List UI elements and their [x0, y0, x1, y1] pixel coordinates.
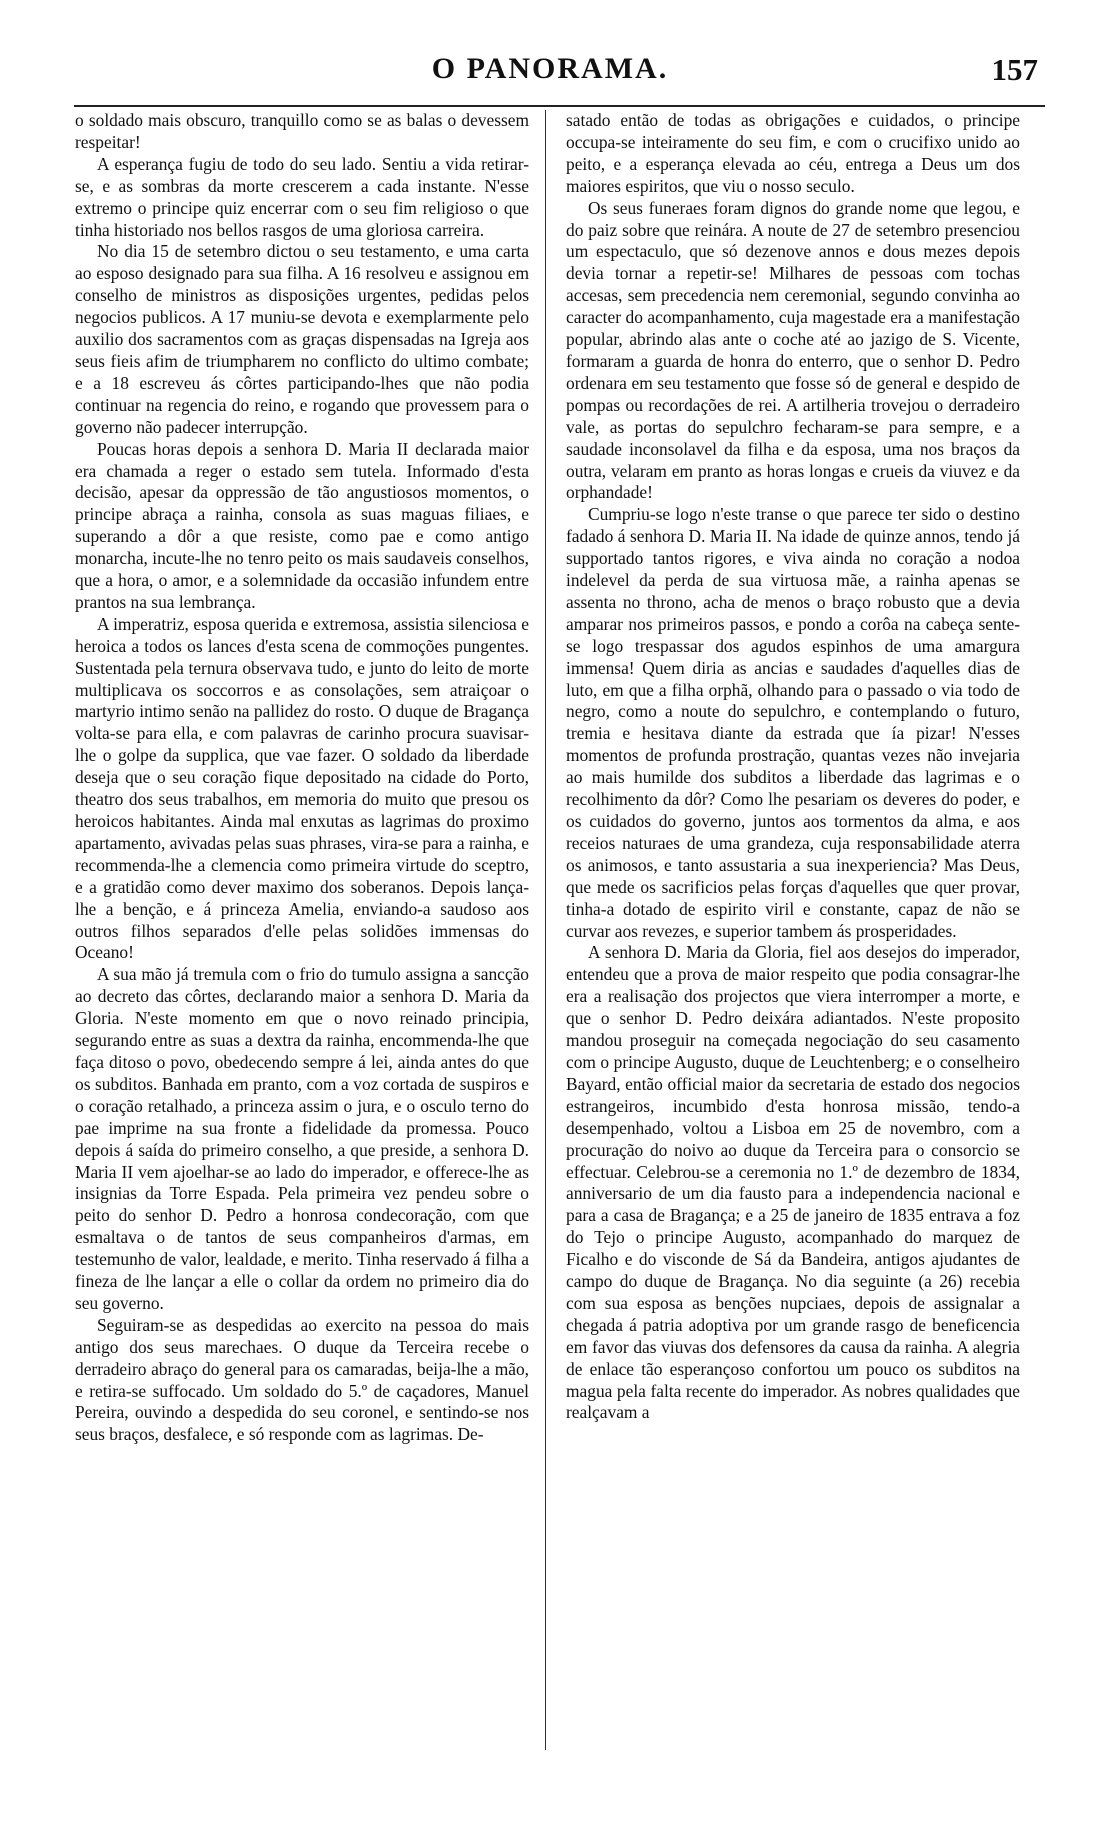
paragraph: A esperança fugiu de todo do seu lado. Sentiu a vida retirar-se, e as sombras da morte crescerem a cada instante. N'esse extremo o principe quiz encerrar com o seu fim religioso o que tinha historiado nos bellos rasgos de uma gloriosa carreira.	[75, 153, 529, 240]
paragraph: o soldado mais obscuro, tranquillo como se as balas o devessem respeitar!	[75, 110, 529, 152]
paragraph: Cumpriu-se logo n'este transe o que parece ter sido o destino fadado á senhora D. Maria II. Na idade de quinze annos, tendo já supportado tantos rigores, e viva ainda no coração a nodoa indelevel da perda de sua virtuosa mãe, a rainha apenas se assenta no throno, acha de menos o braço robusto que a devia amparar nos primeiros passos, e pondo a corôa na cabeça sente-se logo trespassar dos agudos espinhos de uma amargura immensa! Quem diria as ancias e saudades d'aquelles dias de luto, em que a filha orphã, olhando para o passado o via todo de negro, como a noute do sepulchro, e contemplando o futuro, tremia e hesitava diante da estrada que ía pizar! N'esses momentos de profunda prostração, quantas vezes não invejaria ao mais humilde dos subditos a liberdade das lagrimas e o recolhimento da dôr? Como lhe pesariam os deveres do poder, e os cuidados do governo, juntos aos tormentos da alma, e aos receios naturaes de uma grandeza, cuja responsabilidade aterra os animosos, e tanto assustaria a sua inexperiencia? Mas Deus, que mede os sacrificios pelas forças d'aquelles que quer provar, tinha-a dotado de espirito viril e constante, capaz de não se curvar aos revezes, e superior tambem ás prosperidades.	[566, 504, 1020, 941]
paragraph: A sua mão já tremula com o frio do tumulo assigna a sancção ao decreto das côrtes, declarando maior a senhora D. Maria da Gloria. N'este momento em que o novo reinado principia, segurando entre as suas a dextra da rainha, encommenda-lhe que faça ditoso o povo, obedecendo sempre á lei, ainda antes do que os subditos. Banhada em pranto, com a voz cortada de suspiros e o coração retalhado, a princeza assim o jura, e o osculo terno do pae imprime na sua fronte a fidelidade da promessa. Pouco depois á saída do primeiro conselho, a que preside, a senhora D. Maria II vem ajoelhar-se ao lado do imperador, e offerece-lhe as insignias da Torre Espada. Pela primeira vez pendeu sobre o peito do senhor D. Pedro a honrosa condecoração, com que esmaltava o de tantos de seus companheiros d'armas, em testemunho de valor, lealdade, e merito. Tinha reservado á filha a fineza de lhe lançar a elle o collar da ordem no primeiro dia do seu governo.	[75, 964, 529, 1313]
page-header	[62, 52, 1038, 98]
column-divider	[545, 110, 546, 1750]
page-title: O PANORAMA.	[431, 52, 669, 85]
page-number: 157	[991, 52, 1038, 87]
right-column	[566, 110, 1020, 1424]
paragraph: No dia 15 de setembro dictou o seu testamento, e uma carta ao esposo designado para sua filha. A 16 resolveu e assignou em conselho de ministros as disposições urgentes, pedidas pelos negocios publicos. A 17 muniu-se devota e exemplarmente pelo auxilio dos sacramentos com as graças dispensadas na Igreja aos seus fieis afim de triumpharem no conflicto do ultimo combate; e a 18 escreveu ás côrtes participando-lhes que não podia continuar na regencia do reino, e rogando que provessem para o governo não padecer interrupção.	[75, 241, 529, 437]
paragraph: Os seus funeraes foram dignos do grande nome que legou, e do paiz sobre que reinára. A noute de 27 de setembro presenciou um espectaculo, que só dezenove annos e dous mezes depois devia tornar a repetir-se! Milhares de pessoas com tochas accesas, sem precedencia nem ceremonial, segundo convinha ao caracter do acompanhamento, cuja magestade era a manifestação popular, abrindo alas ante o coche até ao jazigo de S. Vicente, formaram a guarda de honra do enterro, que o senhor D. Pedro ordenara em seu testamento que fosse só de general e despido de pompas ou recordações de rei. A artilheria trovejou o derradeiro vale, as portas do sepulchro fecharam-se para sempre, e a saudade inconsolavel da filha e da esposa, uma nos braços da outra, velaram em pranto as horas longas e crueis da viuvez e da orphandade!	[566, 197, 1020, 503]
paragraph: Poucas horas depois a senhora D. Maria II declarada maior era chamada a reger o estado sem tutela. Informado d'esta decisão, apesar da oppressão de tão angustiosos momentos, o principe abraça a rainha, consola as suas maguas filiaes, e superando a dôr a que resiste, como pae e como antigo monarcha, incute-lhe no tenro peito os mais saudaveis conselhos, que a hora, o amor, e a solemnidade da occasião infundem entre prantos na sua lembrança.	[75, 438, 529, 612]
header-rule	[74, 105, 1045, 107]
paragraph: A senhora D. Maria da Gloria, fiel aos desejos do imperador, entendeu que a prova de maior respeito que podia consagrar-lhe era a realisação dos projectos que viera interromper a morte, e que o senhor D. Pedro deixára adiantados. N'este proposito mandou proseguir na começada negociação do seu casamento com o principe Augusto, duque de Leuchtenberg; e o conselheiro Bayard, então official maior da secretaria de estado dos negocios estrangeiros, incumbido d'esta honrosa missão, tendo-a desempenhado, voltou a Lisboa em 25 de novembro, com a procuração do noivo ao duque da Terceira para o consorcio se effectuar. Celebrou-se a ceremonia no 1.º de dezembro de 1834, anniversario de um dia fausto para a independencia nacional e para a casa de Bragança; e a 25 de janeiro de 1835 entrava a foz do Tejo o principe Augusto, acompanhado do marquez de Ficalho e do visconde de Sá da Bandeira, antigos ajudantes de campo do duque de Bragança. No dia seguinte (a 26) recebia com sua esposa as benções nupciaes, depois de assignalar a chegada á patria adoptiva por um grande rasgo de beneficencia em favor das viuvas dos defensores da causa da rainha. A alegria de enlace tão esperançoso confortou um pouco os subditos na magua pela falta recente do imperador. As nobres qualidades que realçavam a	[566, 942, 1020, 1423]
paragraph: satado então de todas as obrigações e cuidados, o principe occupa-se inteiramente do seu fim, e com o crucifixo unido ao peito, e a esperança elevada ao céu, entrega a Deus um dos maiores espiritos, que viu o nosso seculo.	[566, 110, 1020, 196]
left-column	[75, 110, 529, 1446]
paragraph: Seguiram-se as despedidas ao exercito na pessoa do mais antigo dos seus marechaes. O duque da Terceira recebe o derradeiro abraço do general para os camaradas, beija-lhe a mão, e retira-se suffocado. Um soldado do 5.º de caçadores, Manuel Pereira, ouvindo a despedida do seu coronel, e sentindo-se nos seus braços, desfalece, e só responde com as lagrimas. De-	[75, 1314, 529, 1445]
paragraph: A imperatriz, esposa querida e extremosa, assistia silenciosa e heroica a todos os lances d'esta scena de commoções pungentes. Sustentada pela ternura observava tudo, e junto do leito de morte multiplicava os soccorros e as consolações, sem atraiçoar o martyrio intimo senão na pallidez do rosto. O duque de Bragança volta-se para ella, e com palavras de carinho procura suavisar-lhe o golpe da supplica, que vae fazer. O soldado da liberdade deseja que o seu coração fique depositado na cidade do Porto, theatro dos seus trabalhos, em memoria do muito que presou os heroicos habitantes. Ainda mal enxutas as lagrimas do proximo apartamento, avivadas pelas suas phrases, vira-se para a rainha, e recommenda-lhe a clemencia como primeira virtude do sceptro, e a gratidão como dever maximo dos soberanos. Depois lança-lhe a benção, e á princeza Amelia, enviando-a saudoso aos outros filhos separados d'elle pelas solidões immensas do Oceano!	[75, 613, 529, 963]
